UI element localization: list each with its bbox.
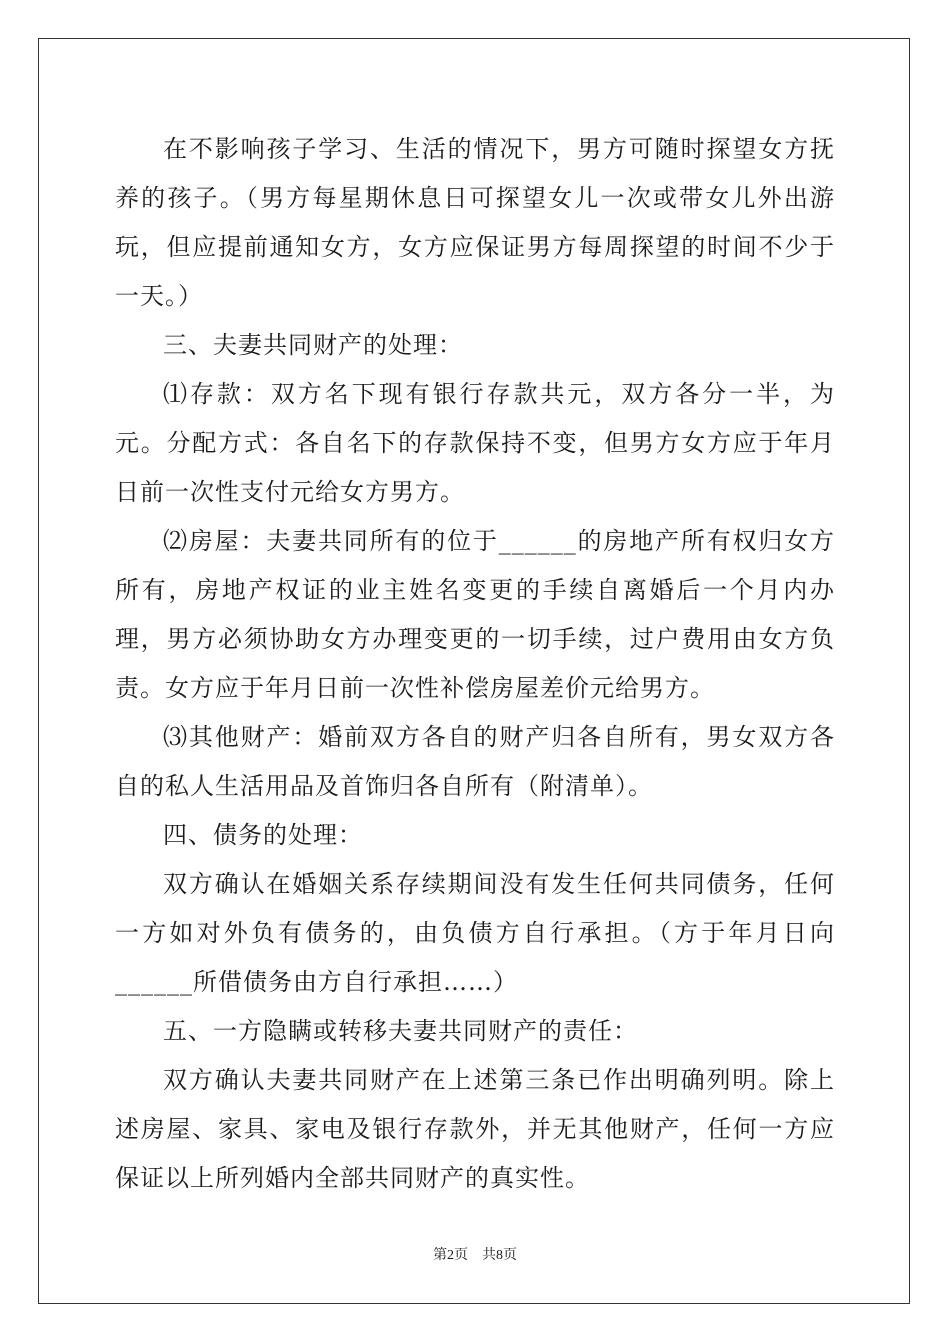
heading-debts: 四、债务的处理： — [163, 821, 363, 849]
paragraph-other-property: ⑶其他财产：婚前双方各自的财产归各自所有，男女双方各自的私人生活用品及首饰归各自所有（附清单）。 — [115, 723, 835, 800]
paragraph-deposits: ⑴存款：双方名下现有银行存款共元，双方各分一半，为元。分配方式：各自名下的存款保持不变，但男方女方应于年月日前一次性支付元给女方男方。 — [115, 380, 835, 506]
heading-concealment-liability: 五、一方隐瞒或转移夫妻共同财产的责任： — [163, 1017, 638, 1045]
heading-joint-property: 三、夫妻共同财产的处理： — [163, 331, 463, 359]
paragraph-house: ⑵房屋：夫妻共同所有的位于______的房地产所有权归女方所有，房地产权证的业主姓名变更的手续自离婚后一个月内办理，男方必须协助女方办理变更的一切手续，过户费用由女方负责。女方应于年月日前一次性补偿房屋差价元给男方。 — [115, 527, 835, 702]
page-number: 第2页 共8页 — [433, 1248, 517, 1263]
paragraph-concealment: 双方确认夫妻共同财产在上述第三条已作出明确列明。除上述房屋、家具、家电及银行存款外，并无其他财产，任何一方应保证以上所列婚内全部共同财产的真实性。 — [115, 1066, 835, 1192]
paragraph-debts: 双方确认在婚姻关系存续期间没有发生任何共同债务，任何一方如对外负有债务的，由负债方自行承担。（方于年月日向______所借债务由方自行承担……） — [115, 870, 835, 996]
document-body — [115, 125, 835, 1203]
paragraph-visitation: 在不影响孩子学习、生活的情况下，男方可随时探望女方抚养的孩子。（男方每星期休息日可探望女儿一次或带女儿外出游玩，但应提前通知女方，女方应保证男方每周探望的时间不少于一天。） — [115, 135, 835, 310]
